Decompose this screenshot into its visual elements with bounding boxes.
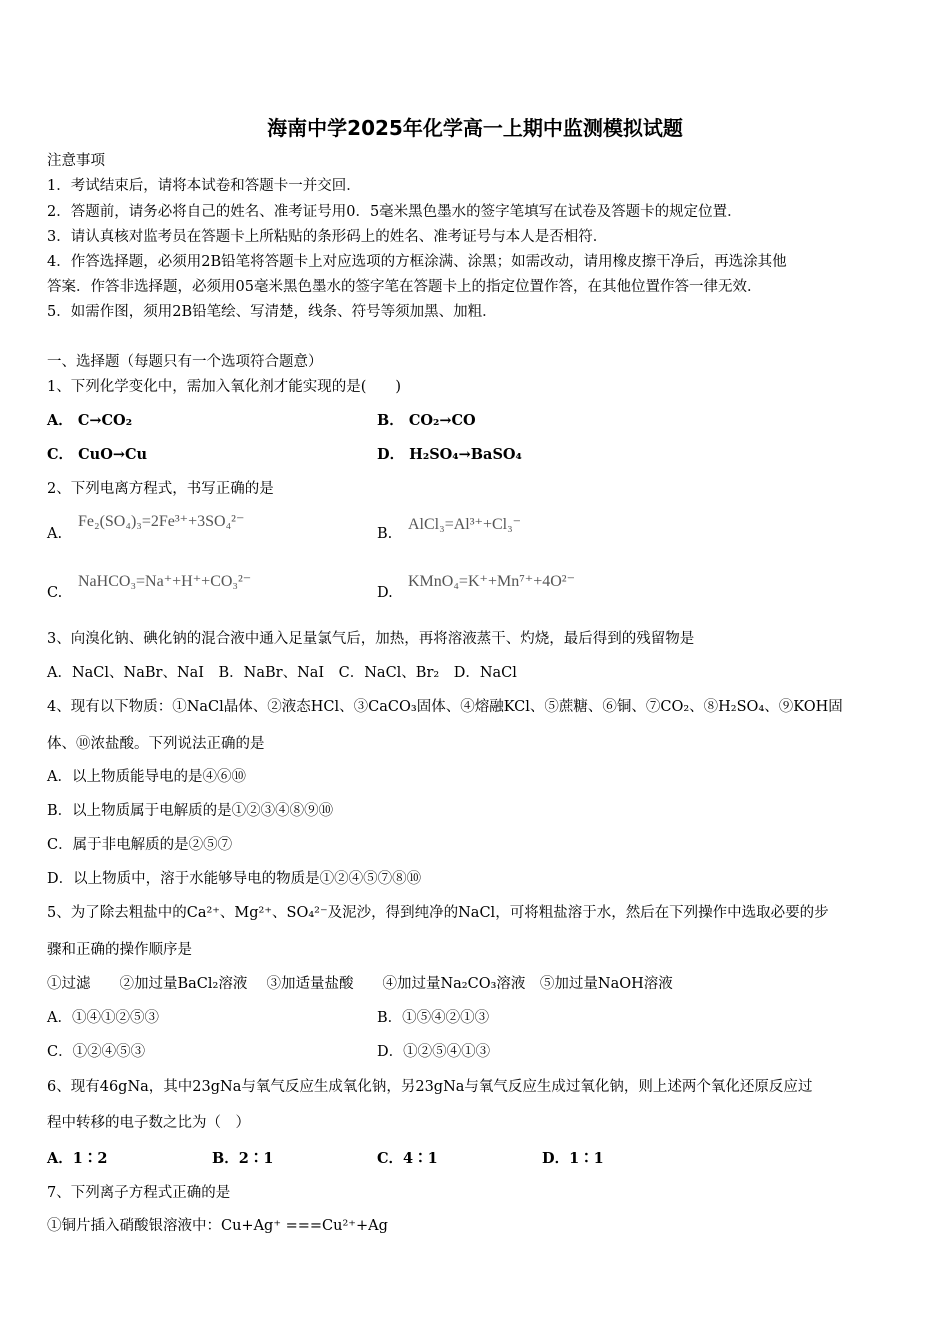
q5-option-a: A．①④①②⑤③ bbox=[47, 1010, 159, 1026]
q6-option-b: B．2∶1 bbox=[212, 1150, 274, 1167]
question-5-stem: 5、为了除去粗盐中的Ca²⁺、Mg²⁺、SO₄²⁻及泥沙，得到纯净的NaCl，可将粗盐溶于水，然后在下列操作中选取必要的步 bbox=[47, 905, 829, 921]
q6-option-d: D．1∶1 bbox=[542, 1150, 604, 1167]
q2-option-a-label: A. bbox=[47, 526, 63, 542]
question-6-stem-cont: 程中转移的电子数之比为（ ） bbox=[47, 1115, 250, 1131]
q2-option-b-label: B. bbox=[377, 526, 393, 542]
question-7-stem: 7、下列离子方程式正确的是 bbox=[47, 1185, 231, 1201]
question-5-stem-cont: 骤和正确的操作顺序是 bbox=[47, 942, 192, 958]
q5-option-d: D．①②⑤④①③ bbox=[377, 1044, 491, 1060]
q6-option-c: C．4∶1 bbox=[377, 1150, 438, 1167]
q4-option-b: B．以上物质属于电解质的是①②③④⑧⑨⑩ bbox=[47, 803, 334, 819]
page-title: 海南中学2025年化学高一上期中监测模拟试题 bbox=[267, 116, 683, 140]
notice-item: 1．考试结束后，请将本试卷和答题卡一并交回． bbox=[47, 178, 361, 194]
q2-option-d-label: D. bbox=[377, 585, 393, 601]
q6-option-a: A．1∶2 bbox=[47, 1150, 108, 1167]
q7-item-1: ①铜片插入硝酸银溶液中：Cu+Ag⁺ ===Cu²⁺+Ag bbox=[47, 1218, 388, 1234]
q2-option-b-formula: AlCl₃=Al³⁺+Cl₃⁻ bbox=[408, 516, 522, 533]
question-3-stem: 3、向溴化钠、碘化钠的混合液中通入足量氯气后，加热，再将溶液蒸干、灼烧，最后得到的残留物是 bbox=[47, 631, 695, 647]
notice-item: 2．答题前，请务必将自己的姓名、准考证号用0．5毫米黑色墨水的签字笔填写在试卷及答题卡的规定位置． bbox=[47, 204, 742, 220]
q1-option-b: B． CO₂→CO bbox=[377, 412, 476, 429]
q4-option-c: C．属于非电解质的是②⑤⑦ bbox=[47, 837, 233, 853]
q4-option-d: D．以上物质中，溶于水能够导电的物质是①②④⑤⑦⑧⑩ bbox=[47, 871, 422, 887]
question-6-stem: 6、现有46gNa，其中23gNa与氧气反应生成氧化钠，另23gNa与氧气反应生成过氧化钠，则上述两个氧化还原反应过 bbox=[47, 1079, 813, 1095]
notice-item: 3．请认真核对监考员在答题卡上所粘贴的条形码上的姓名、准考证号与本人是否相符． bbox=[47, 229, 608, 245]
q5-operations: ①过滤 ②加过量BaCl₂溶液 ③加适量盐酸 ④加过量Na₂CO₃溶液 ⑤加过量NaOH溶液 bbox=[47, 976, 673, 992]
notice-item: 5．如需作图，须用2B铅笔绘、写清楚，线条、符号等须加黑、加粗． bbox=[47, 304, 497, 320]
question-4-stem: 4、现有以下物质：①NaCl晶体、②液态HCl、③CaCO₃固体、④熔融KCl、⑤蔗糖、⑥铜、⑦CO₂、⑧H₂SO₄、⑨KOH固 bbox=[47, 699, 843, 715]
question-1-stem: 1、下列化学变化中，需加入氧化剂才能实现的是( ) bbox=[47, 379, 402, 395]
q2-option-a-formula: Fe₂(SO₄)₃=2Fe³⁺+3SO₄²⁻ bbox=[78, 513, 245, 530]
q4-option-a: A．以上物质能导电的是④⑥⑩ bbox=[47, 769, 246, 785]
notice-item: 答案．作答非选择题，必须用05毫米黑色墨水的签字笔在答题卡上的指定位置作答，在其他位置作答一律无效． bbox=[47, 279, 762, 295]
q3-options: A．NaCl、NaBr、NaI B．NaBr、NaI C．NaCl、Br₂ D．NaCl bbox=[47, 665, 517, 681]
q2-option-d-formula: KMnO₄=K⁺+Mn⁷⁺+4O²⁻ bbox=[408, 573, 576, 590]
notice-heading: 注意事项 bbox=[47, 153, 105, 169]
q1-option-d: D． H₂SO₄→BaSO₄ bbox=[377, 446, 522, 463]
q2-option-c-label: C. bbox=[47, 585, 63, 601]
question-4-stem-cont: 体、⑩浓盐酸。下列说法正确的是 bbox=[47, 736, 265, 752]
notice-item: 4．作答选择题，必须用2B铅笔将答题卡上对应选项的方框涂满、涂黑；如需改动，请用橡皮擦干净后，再选涂其他 bbox=[47, 254, 787, 270]
q5-option-b: B．①⑤④②①③ bbox=[377, 1010, 490, 1026]
q1-option-c: C． CuO→Cu bbox=[47, 446, 148, 463]
q1-option-a: A． C→CO₂ bbox=[47, 412, 133, 429]
section-heading: 一、选择题（每题只有一个选项符合题意） bbox=[47, 354, 323, 370]
q5-option-c: C．①②④⑤③ bbox=[47, 1044, 146, 1060]
q2-option-c-formula: NaHCO₃=Na⁺+H⁺+CO₃²⁻ bbox=[78, 573, 252, 590]
question-2-stem: 2、下列电离方程式，书写正确的是 bbox=[47, 481, 274, 497]
